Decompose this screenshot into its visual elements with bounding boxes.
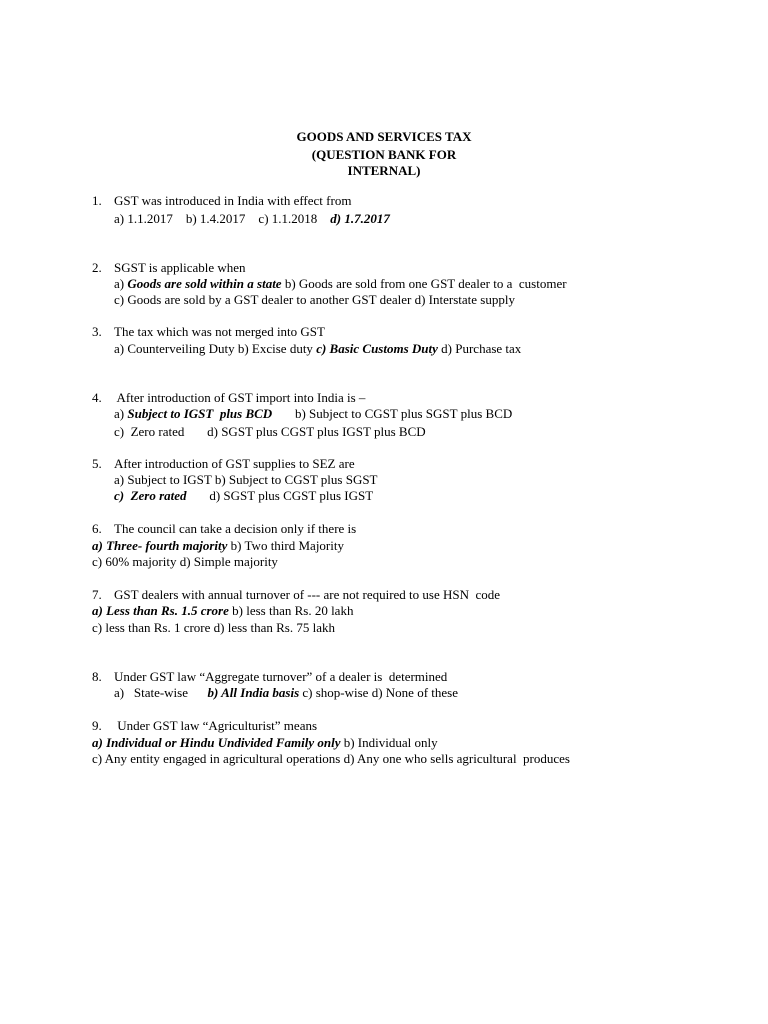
option-text: a) 1.1.2017 b) 1.4.2017 c) 1.1.2018 [114, 211, 331, 226]
question-number: 5. [92, 456, 102, 471]
question-8 [92, 669, 447, 685]
question-2-options-line-2 [114, 292, 515, 308]
question-number: 2. [92, 260, 102, 275]
question-6-options-line-2 [92, 554, 278, 570]
question-7 [92, 587, 500, 603]
question-text: GST was introduced in India with effect from [114, 193, 352, 208]
question-number: 1. [92, 193, 102, 208]
question-7-options-line-2 [92, 620, 335, 636]
question-4-options-line-1 [114, 406, 512, 422]
option-text: a) [114, 406, 128, 421]
correct-answer: a) Three- fourth majority [92, 538, 228, 553]
question-3-options [114, 341, 521, 357]
option-text: b) Subject to CGST plus SGST plus BCD [272, 406, 513, 421]
question-4 [92, 390, 365, 406]
option-text: a) Counterveiling Duty b) Excise duty [114, 341, 317, 356]
question-5-options-line-1 [114, 472, 378, 488]
option-text: b) less than Rs. 20 lakh [228, 603, 354, 618]
option-text: c) Any entity engaged in agricultural operations d) Any one who sells agricultural produces [92, 751, 570, 766]
question-number: 8. [92, 669, 102, 684]
correct-answer: Subject to IGST plus BCD [127, 406, 273, 421]
correct-answer: a) Individual or Hindu Undivided Family only [92, 735, 341, 750]
correct-answer: c) Zero rated [114, 488, 187, 503]
question-text: Under GST law “Agriculturist” means [114, 718, 318, 733]
option-text: a) State-wise [114, 685, 208, 700]
option-text: d) Purchase tax [437, 341, 522, 356]
question-number: 6. [92, 521, 102, 536]
option-text: a) Subject to IGST b) Subject to CGST plus SGST [114, 472, 378, 487]
question-9-options-line-2 [92, 751, 570, 767]
question-4-options-line-2 [114, 424, 426, 440]
question-number: 7. [92, 587, 102, 602]
option-text: b) Individual only [340, 735, 438, 750]
question-number: 4. [92, 390, 102, 405]
question-text: The council can take a decision only if there is [114, 521, 357, 536]
question-1-options [114, 211, 390, 227]
question-6 [92, 521, 356, 537]
option-text: b) Goods are sold from one GST dealer to a customer [281, 276, 567, 291]
question-6-options-line-1 [92, 538, 344, 554]
option-text: a) [114, 276, 128, 291]
question-text: Under GST law “Aggregate turnover” of a dealer is determined [114, 669, 448, 684]
question-number: 3. [92, 324, 102, 339]
question-text: GST dealers with annual turnover of --- are not required to use HSN code [114, 587, 501, 602]
question-text: After introduction of GST supplies to SEZ are [114, 456, 355, 471]
document-title-line-3: INTERNAL) [347, 163, 421, 178]
question-text: After introduction of GST import into India is – [114, 390, 366, 405]
question-3 [92, 324, 325, 340]
question-5-options-line-2 [114, 488, 373, 504]
option-text: c) Goods are sold by a GST dealer to another GST dealer d) Interstate supply [114, 292, 515, 307]
question-9 [92, 718, 317, 734]
option-text: c) Zero rated d) SGST plus CGST plus IGST plus BCD [114, 424, 426, 439]
question-text: SGST is applicable when [114, 260, 246, 275]
question-9-options-line-1 [92, 735, 438, 751]
option-text: c) shop-wise d) None of these [299, 685, 458, 700]
question-1 [92, 193, 351, 209]
document-title-line-2: (QUESTION BANK FOR [311, 147, 457, 162]
correct-answer: b) All India basis [207, 685, 300, 700]
correct-answer: Goods are sold within a state [127, 276, 282, 291]
correct-answer: d) 1.7.2017 [330, 211, 390, 226]
question-number: 9. [92, 718, 102, 733]
question-7-options-line-1 [92, 603, 353, 619]
question-text: The tax which was not merged into GST [114, 324, 325, 339]
correct-answer: c) Basic Customs Duty [316, 341, 438, 356]
option-text: c) 60% majority d) Simple majority [92, 554, 278, 569]
question-8-options [114, 685, 458, 701]
question-5 [92, 456, 355, 472]
correct-answer: a) Less than Rs. 1.5 crore [92, 603, 229, 618]
question-2 [92, 260, 246, 276]
document-title-line-1: GOODS AND SERVICES TAX [296, 129, 472, 144]
option-text: c) less than Rs. 1 crore d) less than Rs. 75 lakh [92, 620, 335, 635]
option-text: b) Two third Majority [227, 538, 344, 553]
option-text: d) SGST plus CGST plus IGST [186, 488, 374, 503]
question-2-options-line-1 [114, 276, 567, 292]
